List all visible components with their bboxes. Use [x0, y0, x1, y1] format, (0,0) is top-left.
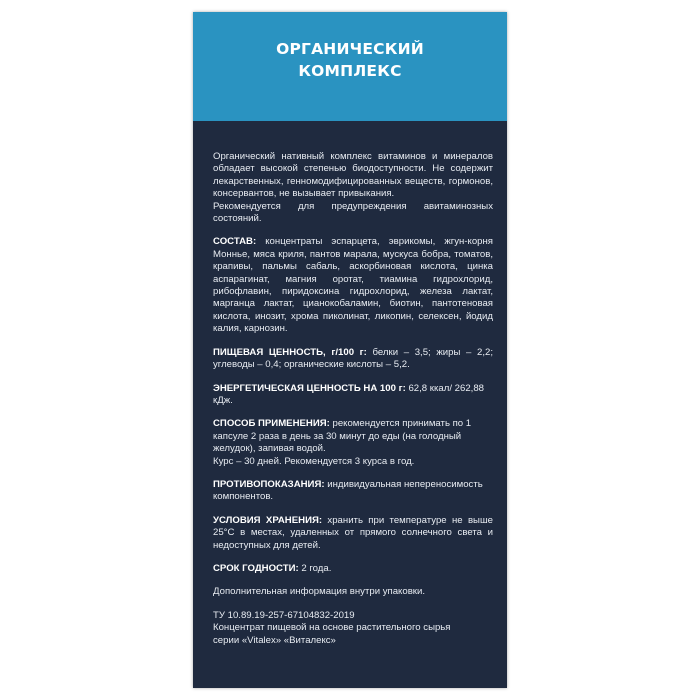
course-paragraph — [213, 456, 493, 468]
recommend-paragraph — [213, 201, 493, 226]
contraindications-label: ПРОТИВОПОКАЗАНИЯ: — [213, 478, 325, 490]
nutrition-section — [213, 347, 493, 372]
title-line-1: ОРГАНИЧЕСКИЙ — [276, 40, 424, 58]
storage-text: хранить при температуре не выше 25°С в местах, удаленных от прямого солнечного света и недоступных для детей. — [213, 514, 493, 551]
footer-section — [213, 610, 493, 647]
energy-text: 62,8 ккал/ 262,88 кДж. — [213, 382, 485, 406]
intro-paragraph — [213, 151, 493, 201]
footer-line-2: серии «Vitalex» «Виталекс» — [213, 634, 336, 646]
composition-section — [213, 236, 493, 335]
product-title — [193, 38, 507, 82]
energy-section — [213, 383, 493, 408]
title-line-2: КОМПЛЕКС — [298, 62, 402, 80]
extra-info-paragraph — [213, 586, 493, 598]
shelf-life-label: СРОК ГОДНОСТИ: — [213, 562, 299, 574]
energy-label: ЭНЕРГЕТИЧЕСКАЯ ЦЕННОСТЬ НА 100 г: — [213, 382, 406, 394]
nutrition-label: ПИЩЕВАЯ ЦЕННОСТЬ, г/100 г: — [213, 346, 367, 358]
tu-code: ТУ 10.89.19-257-67104832-2019 — [213, 609, 355, 621]
label-text — [213, 151, 493, 647]
composition-label: СОСТАВ: — [213, 236, 257, 248]
usage-text: рекомендуется принимать по 1 капсуле 2 раза в день за 30 минут до еды (на голодный желудок), запивая водой. — [213, 418, 472, 455]
storage-section — [213, 515, 493, 552]
contraindications-text: индивидуальная непереносимость компонентов. — [213, 478, 483, 503]
contraindications-section — [213, 479, 493, 504]
usage-section — [213, 418, 493, 455]
recommend-text: Рекомендуется для предупреждения авитаминозных состояний. — [213, 200, 493, 225]
product-label-panel — [193, 12, 507, 688]
extra-info-text: Дополнительная информация внутри упаковки. — [213, 586, 426, 598]
usage-label: СПОСОБ ПРИМЕНЕНИЯ: — [213, 418, 330, 430]
composition-text: концентраты эспарцета, эврикомы, жгун-корня Моннье, мяса криля, пантов марала, мускуса бобра, томатов, крапивы, пальмы сабаль, аскорбиновая кислота, цинка аспарагинат, магния оротат, тиамина гидрохлорид, рибофлавин, пиридоксина гидрохлорид, железа лактат, марганца лактат, цианокобаламин, биотин, пантотеновая кислота, инозит, хрома пиколинат, ликопин, селексен, йодид калия, карнозин. — [213, 236, 494, 335]
footer-line-1: Концентрат пищевой на основе растительного сырья — [213, 622, 451, 634]
shelf-life-section — [213, 563, 493, 575]
course-text: Курс – 30 дней. Рекомендуется 3 курса в год. — [213, 455, 415, 467]
title-band — [193, 12, 507, 121]
nutrition-text: белки – 3,5; жиры – 2,2; углеводы – 0,4; органические кислоты – 5,2. — [213, 346, 493, 371]
shelf-life-text: 2 года. — [301, 562, 332, 574]
storage-label: УСЛОВИЯ ХРАНЕНИЯ: — [213, 514, 323, 526]
intro-text: Органический нативный комплекс витаминов и минералов обладает высокой степенью биодоступности. Не содержит лекарственных, генномодифицированных веществ, гормонов, консервантов, не вызывает привыкания. — [213, 151, 493, 200]
